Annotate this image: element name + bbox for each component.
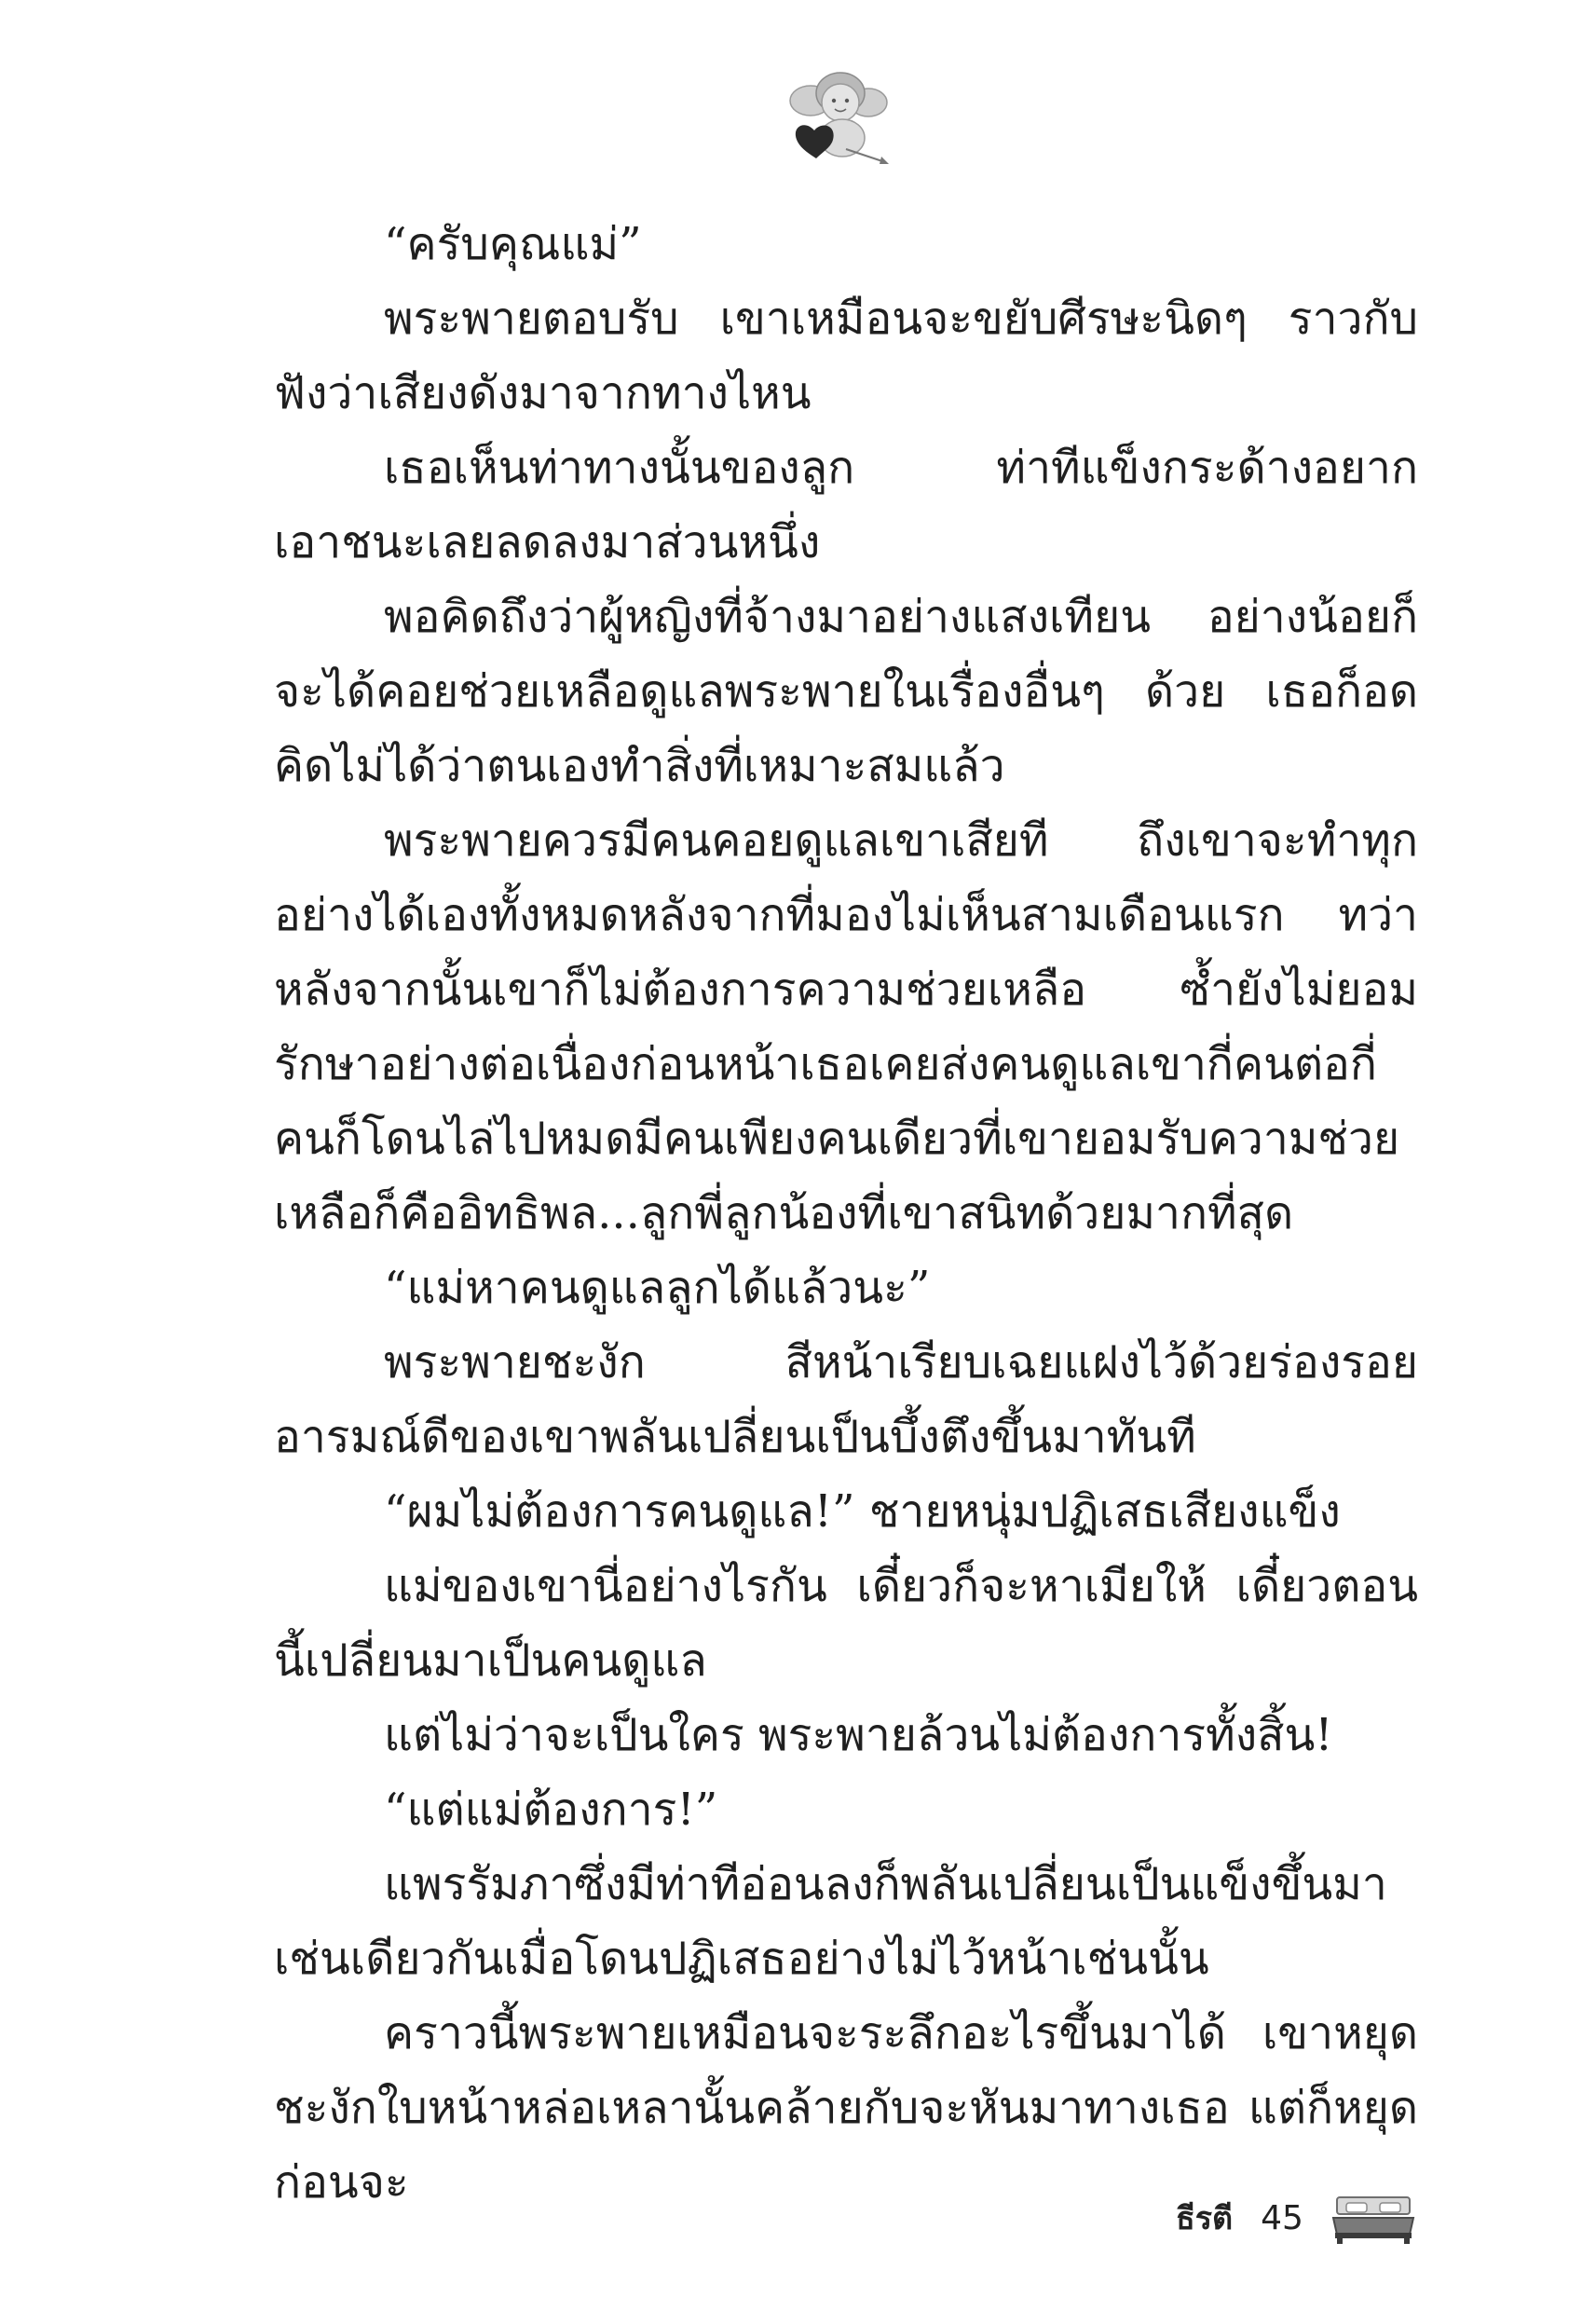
paragraph: คราวนี้พระพายเหมือนจะระลึกอะไรขึ้นมาได้ เขาหยุดชะงักใบหน้าหล่อเหลานั้นคล้ายกับจะหันมาทางเธอ แต่ก็หยุดก่อนจะ bbox=[274, 2007, 1418, 2208]
paragraph: “แต่แม่ต้องการ!” bbox=[384, 1784, 718, 1836]
cherub-heart-icon bbox=[788, 65, 891, 168]
book-title: ธีรตี bbox=[1176, 2200, 1234, 2237]
paragraph: “ผมไม่ต้องการคนดูแล!” ชายหนุ่มปฏิเสธเสียงแข็ง bbox=[384, 1485, 1341, 1538]
paragraph: พระพายควรมีคนคอยดูแลเขาเสียที ถึงเขาจะทำทุกอย่างได้เองทั้งหมดหลังจากที่มองไม่เห็นสามเดือนแรก ทว่าหลังจากนั้นเขาก็ไม่ต้องการความช่วยเหลือ ซ้ำยังไม่ยอมรักษาอย่างต่อเนื่องก่อนหน้าเธอเคยส่งคนดูแลเขากี่คนต่อกี่คนก็โดนไล่ไปหมดมีคนเพียงคนเดียวที่เขายอมรับความช่วยเหลือก็คืออิทธิพล...ลูกพี่ลูกน้องที่เขาสนิทด้วยมากที่สุด bbox=[274, 814, 1418, 1239]
paragraph: เธอเห็นท่าทางนั้นของลูก ท่าทีแข็งกระด้างอยากเอาชนะเลยลดลงมาส่วนหนึ่ง bbox=[274, 442, 1418, 568]
paragraph: แม่ของเขานี่อย่างไรกัน เดี๋ยวก็จะหาเมียให้ เดี๋ยวตอนนี้เปลี่ยนมาเป็นคนดูแล bbox=[274, 1560, 1418, 1687]
paragraph: พอคิดถึงว่าผู้หญิงที่จ้างมาอย่างแสงเทียน อย่างน้อยก็จะได้คอยช่วยเหลือดูแลพระพายในเรื่องอื่นๆ ด้วย เธอก็อดคิดไม่ได้ว่าตนเองทำสิ่งที่เหมาะสมแล้ว bbox=[274, 591, 1418, 792]
paragraph: แพรรัมภาซึ่งมีท่าทีอ่อนลงก็พลันเปลี่ยนเป็นแข็งขึ้นมาเช่นเดียวกันเมื่อโดนปฏิเสธอย่างไม่ไว้หน้าเช่นนั้น bbox=[274, 1858, 1387, 1985]
page-footer bbox=[1176, 2190, 1415, 2246]
paragraph: แต่ไม่ว่าจะเป็นใคร พระพายล้วนไม่ต้องการทั้งสิ้น! bbox=[384, 1709, 1333, 1761]
bed-icon bbox=[1331, 2192, 1415, 2244]
paragraph: “แม่หาคนดูแลลูกได้แล้วนะ” bbox=[384, 1262, 931, 1314]
paragraph: “ครับคุณแม่” bbox=[384, 218, 642, 270]
page-number: 45 bbox=[1261, 2198, 1303, 2237]
paragraph: พระพายชะงัก สีหน้าเรียบเฉยแฝงไว้ด้วยร่องรอยอารมณ์ดีของเขาพลันเปลี่ยนเป็นบึ้งตึงขึ้นมาทันที bbox=[274, 1336, 1418, 1463]
paragraph: พระพายตอบรับ เขาเหมือนจะขยับศีรษะนิดๆ ราวกับฟังว่าเสียงดังมาจากทางไหน bbox=[274, 293, 1418, 419]
body-text bbox=[274, 207, 1418, 2220]
